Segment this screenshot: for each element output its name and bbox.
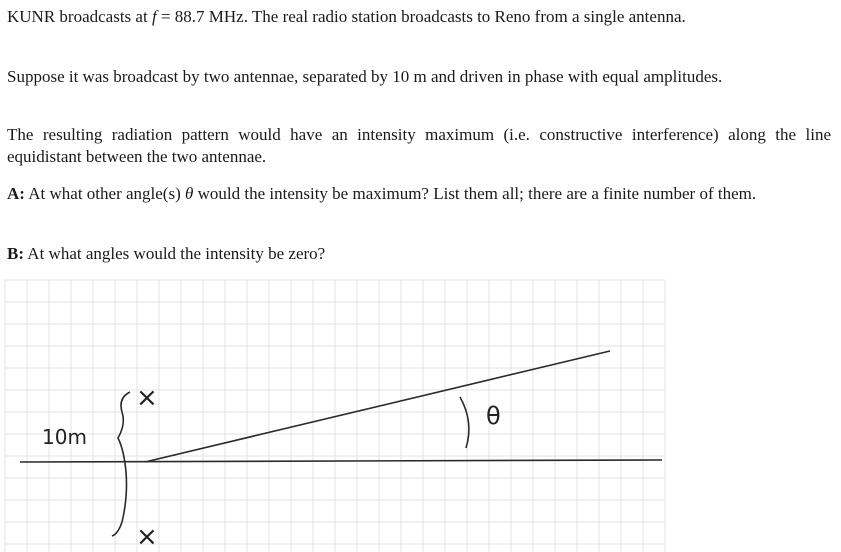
antenna-mark-top: × <box>136 383 158 413</box>
question-b <box>7 243 831 265</box>
intro-text-a: KUNR broadcasts at <box>7 7 152 26</box>
angle-label: θ <box>486 402 501 430</box>
question-b-text: At what angles would the intensity be zero? <box>24 244 326 263</box>
antenna-mark-bottom: × <box>136 522 158 552</box>
theta-symbol: θ <box>185 184 194 203</box>
antenna-sketch <box>0 272 841 552</box>
problem-pattern: The resulting radiation pattern would have an intensity maximum (i.e. constructive interference) along the line equidistant between the two antennae. <box>7 125 831 166</box>
question-b-label: B: <box>7 244 24 263</box>
question-a-text-a: At what other angle(s) <box>24 184 185 203</box>
problem-intro <box>7 6 831 28</box>
question-a-label: A: <box>7 184 25 203</box>
angle-arc <box>460 397 469 448</box>
intro-text-b: = 88.7 MHz. The real radio station broadcasts to Reno from a single antenna. <box>156 7 686 26</box>
baseline <box>20 460 662 462</box>
question-a-text-b: would the intensity be maximum? List them all; there are a finite number of them. <box>193 184 757 203</box>
problem-setup: Suppose it was broadcast by two antennae, separated by 10 m and driven in phase with equal amplitudes. <box>7 67 723 86</box>
question-a <box>7 183 831 205</box>
frequency-symbol: f <box>151 7 157 26</box>
separation-label: 10m <box>42 425 87 449</box>
